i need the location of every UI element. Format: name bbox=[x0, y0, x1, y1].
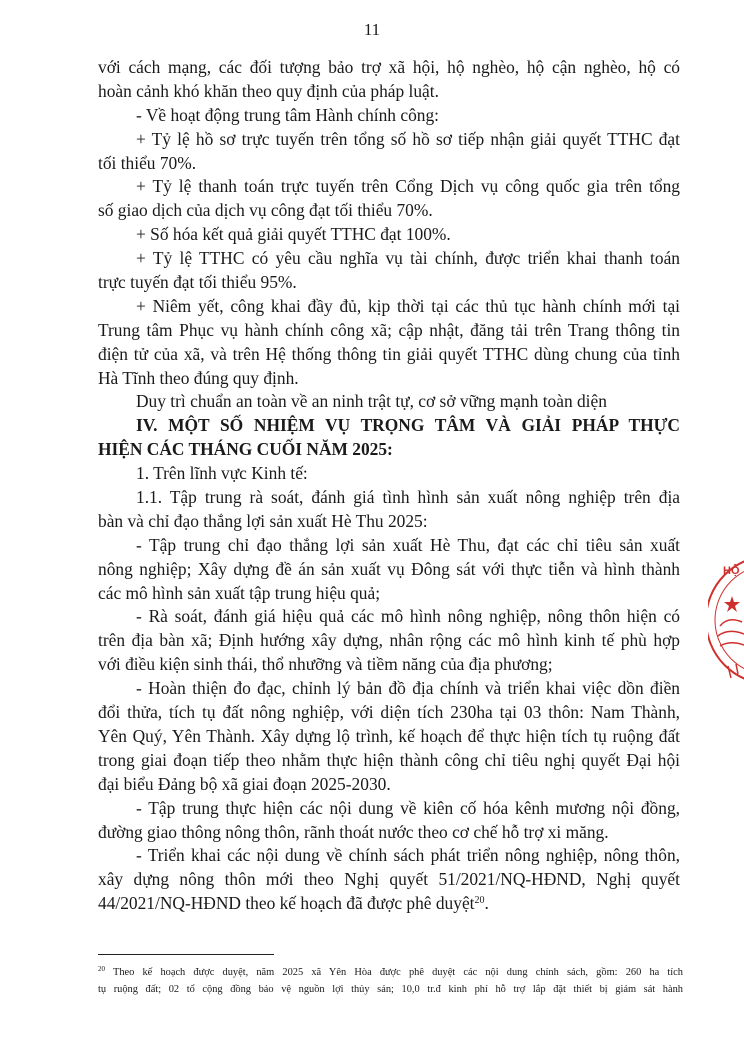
paragraph-line: đổi thửa, tích tụ đất nông nghiệp, với diện tích 230ha tại 03 thôn: Nam Thành, bbox=[98, 702, 680, 723]
footnote-line bbox=[98, 964, 683, 981]
paragraph-line-text: 44/2021/NQ-HĐND theo kế hoạch đã được phê duyệt bbox=[98, 893, 475, 914]
paragraph-line: - Tập trung thực hiện các nội dung về kiên cố hóa kênh mương nội đồng, bbox=[136, 797, 680, 818]
paragraph-line: - Triển khai các nội dung về chính sách phát triển nông nghiệp, nông thôn, bbox=[136, 845, 680, 866]
paragraph-line: + Niêm yết, công khai đầy đủ, kịp thời tại các thủ tục hành chính mới tại bbox=[136, 295, 680, 316]
paragraph-line: với cách mạng, các đối tượng bảo trợ xã hội, hộ nghèo, hộ cận nghèo, hộ có bbox=[98, 57, 680, 77]
red-seal-stamp bbox=[708, 548, 744, 693]
paragraph-line: Duy trì chuẩn an toàn về an ninh trật tự, cơ sở vững mạnh toàn diện bbox=[136, 391, 607, 412]
paragraph-line: - Về hoạt động trung tâm Hành chính công: bbox=[136, 104, 439, 125]
paragraph-line: 1.1. Tập trung rà soát, đánh giá tình hình sản xuất nông nghiệp trên địa bbox=[136, 487, 680, 508]
paragraph-line: Yên Quý, Yên Thành. Xây dựng lộ trình, kế hoạch để thực hiện tích tụ ruộng đất bbox=[98, 725, 680, 746]
document-body bbox=[98, 56, 680, 916]
footnote-reference[interactable]: 20 bbox=[474, 895, 485, 907]
paragraph-line: xây dựng nông thôn mới theo Nghị quyết 51/2021/NQ-HĐND, Nghị quyết bbox=[98, 869, 680, 890]
seal-text: HỘ bbox=[723, 565, 740, 577]
paragraph-line: + Số hóa kết quả giải quyết TTHC đạt 100%. bbox=[136, 224, 451, 245]
paragraph-line: Trung tâm Phục vụ hành chính công xã; cập nhật, đăng tải trên Trang thông tin bbox=[98, 319, 680, 340]
paragraph-line: số giao dịch của dịch vụ công đạt tối thiểu 70%. bbox=[98, 200, 433, 221]
paragraph-line: + Tỷ lệ hồ sơ trực tuyến trên tổng số hồ sơ tiếp nhận giải quyết TTHC đạt bbox=[136, 128, 680, 149]
paragraph-line: - Tập trung chỉ đạo thắng lợi sản xuất Hè Thu, đạt các chỉ tiêu sản xuất bbox=[136, 534, 680, 555]
paragraph-line: + Tỷ lệ TTHC có yêu cầu nghĩa vụ tài chính, được triển khai thanh toán bbox=[136, 248, 680, 269]
paragraph-line: với điều kiện sinh thái, thổ nhưỡng và tiềm năng của địa phương; bbox=[98, 654, 553, 675]
paragraph-line: Hà Tĩnh theo đúng quy định. bbox=[98, 367, 299, 388]
subsection-heading: 1. Trên lĩnh vực Kinh tế: bbox=[136, 463, 308, 484]
paragraph-line: đại biểu Đảng bộ xã giai đoạn 2025-2030. bbox=[98, 773, 391, 794]
paragraph-line bbox=[98, 892, 680, 916]
paragraph-line: trong giai đoạn tiếp theo nhằm thực hiện thành công chỉ tiêu nghị quyết Đại hội bbox=[98, 749, 680, 770]
period: . bbox=[484, 893, 489, 914]
page-number: 11 bbox=[363, 20, 381, 39]
paragraph-line: - Hoàn thiện đo đạc, chỉnh lý bản đồ địa chính và triển khai việc dồn điền bbox=[136, 678, 680, 699]
paragraph-line: đường giao thông nông thôn, rãnh thoát nước theo cơ chế hỗ trợ xi măng. bbox=[98, 821, 609, 842]
paragraph-line: bàn và chỉ đạo thắng lợi sản xuất Hè Thu 2025: bbox=[98, 510, 428, 531]
footnote-marker: 20 bbox=[98, 965, 105, 973]
paragraph-line: + Tỷ lệ thanh toán trực tuyến trên Cổng Dịch vụ công quốc gia trên tổng bbox=[136, 176, 680, 197]
footnote-line: tụ ruộng đất; 02 tổ cộng đồng bảo vệ nguồn lợi thủy sản; 10,0 tr.đ kinh phí hỗ trợ lắp đặt thiết bị giám sát hành bbox=[98, 984, 683, 995]
footnote-divider bbox=[98, 954, 274, 955]
section-heading: IV. MỘT SỐ NHIỆM VỤ TRỌNG TÂM VÀ GIẢI PHÁP THỰC bbox=[136, 415, 680, 436]
red-seal-icon bbox=[708, 548, 744, 693]
paragraph-line: trực tuyến đạt tối thiểu 95%. bbox=[98, 272, 297, 293]
footnote-text: Theo kế hoạch được duyệt, năm 2025 xã Yên Hòa được phê duyệt các nội dung chính sách, gồm: 260 ha tích bbox=[105, 967, 683, 978]
section-heading: HIỆN CÁC THÁNG CUỐI NĂM 2025: bbox=[98, 439, 393, 460]
paragraph-line: điện tử của xã, và trên Hệ thống thông tin giải quyết TTHC dùng chung của tỉnh bbox=[98, 343, 680, 364]
paragraph-line: - Rà soát, đánh giá hiệu quả các mô hình nông nghiệp, nông thôn hiện có bbox=[136, 606, 680, 627]
paragraph-line: các mô hình sản xuất tập trung hiệu quả; bbox=[98, 582, 381, 603]
paragraph-line: nông nghiệp; Xây dựng đề án sản xuất vụ Đông sát với thực tiễn và hình thành bbox=[98, 558, 680, 579]
paragraph-line: tối thiểu 70%. bbox=[98, 152, 197, 173]
footnote bbox=[98, 964, 683, 998]
paragraph-line: trên địa bàn xã; Định hướng xây dựng, nhân rộng các mô hình kinh tế phù hợp bbox=[98, 630, 680, 651]
paragraph-line: hoàn cảnh khó khăn theo quy định của pháp luật. bbox=[98, 80, 439, 101]
